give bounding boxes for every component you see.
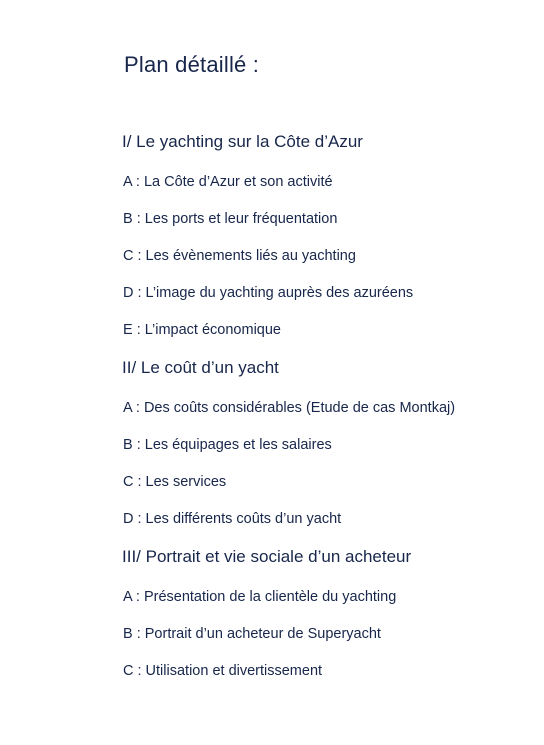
section-2-item-d: D : Les différents coûts d’un yacht bbox=[123, 511, 342, 527]
section-heading-1: I/ Le yachting sur la Côte d’Azur bbox=[122, 132, 363, 151]
section-1-item-c: C : Les évènements liés au yachting bbox=[123, 248, 356, 264]
document-title: Plan détaillé : bbox=[124, 52, 260, 77]
section-3-item-c: C : Utilisation et divertissement bbox=[123, 663, 323, 679]
section-2-item-b: B : Les équipages et les salaires bbox=[123, 437, 332, 453]
section-2-item-a: A : Des coûts considérables (Etude de cas Montkaj) bbox=[123, 400, 456, 416]
section-1-item-d: D : L’image du yachting auprès des azuréens bbox=[123, 285, 414, 301]
section-1-item-e: E : L’impact économique bbox=[123, 322, 281, 338]
section-heading-3: III/ Portrait et vie sociale d’un acheteur bbox=[122, 547, 412, 566]
section-2-item-c: C : Les services bbox=[123, 474, 227, 490]
section-1-item-b: B : Les ports et leur fréquentation bbox=[123, 211, 338, 227]
section-3-item-a: A : Présentation de la clientèle du yachting bbox=[123, 589, 397, 605]
section-1-item-a: A : La Côte d’Azur et son activité bbox=[123, 174, 333, 190]
section-heading-2: II/ Le coût d’un yacht bbox=[122, 358, 279, 377]
section-3-item-b: B : Portrait d’un acheteur de Superyacht bbox=[123, 626, 381, 642]
